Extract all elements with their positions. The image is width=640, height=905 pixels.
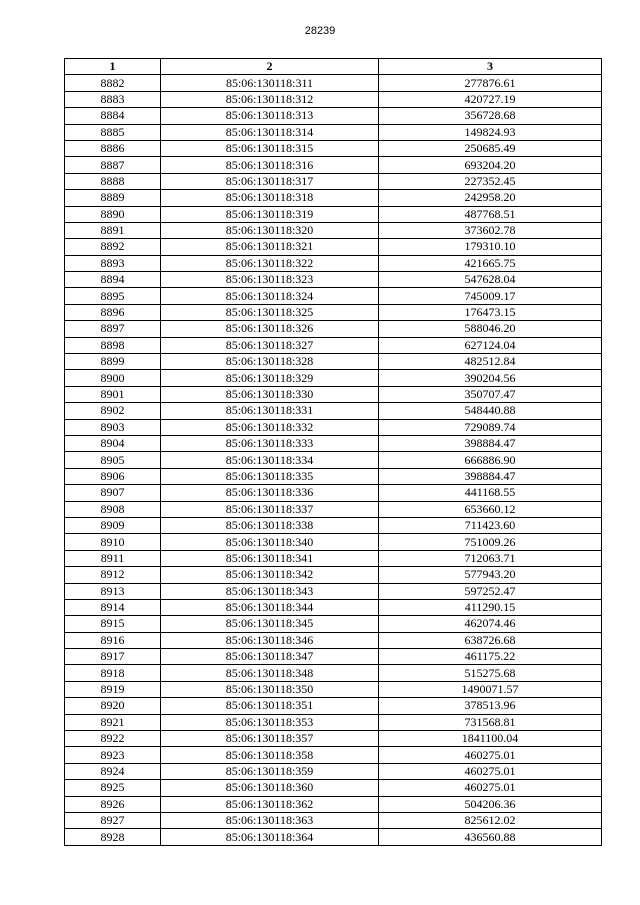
- table-row: [65, 796, 602, 812]
- row-number-cell: 8889: [65, 190, 161, 206]
- table-row: [65, 468, 602, 484]
- value-cell: 482512.84: [379, 354, 602, 370]
- value-cell: 411290.15: [379, 599, 602, 615]
- row-number-cell: 8885: [65, 124, 161, 140]
- cadastral-number-cell: 85:06:130118:346: [161, 632, 379, 648]
- cadastral-number-cell: 85:06:130118:325: [161, 304, 379, 320]
- table-row: [65, 435, 602, 451]
- cadastral-number-cell: 85:06:130118:327: [161, 337, 379, 353]
- cadastral-number-cell: 85:06:130118:326: [161, 321, 379, 337]
- table-row: [65, 206, 602, 222]
- row-number-cell: 8924: [65, 763, 161, 779]
- table-row: [65, 386, 602, 402]
- row-number-cell: 8908: [65, 501, 161, 517]
- value-cell: 460275.01: [379, 763, 602, 779]
- row-number-cell: 8917: [65, 649, 161, 665]
- value-cell: 1841100.04: [379, 731, 602, 747]
- cadastral-number-cell: 85:06:130118:335: [161, 468, 379, 484]
- cadastral-number-cell: 85:06:130118:311: [161, 75, 379, 91]
- table-row: [65, 665, 602, 681]
- table-row: [65, 485, 602, 501]
- cadastral-number-cell: 85:06:130118:343: [161, 583, 379, 599]
- value-cell: 711423.60: [379, 517, 602, 533]
- table-row: [65, 222, 602, 238]
- row-number-cell: 8921: [65, 714, 161, 730]
- row-number-cell: 8886: [65, 140, 161, 156]
- value-cell: 227352.45: [379, 173, 602, 189]
- table-row: [65, 550, 602, 566]
- table-row: [65, 157, 602, 173]
- row-number-cell: 8927: [65, 812, 161, 828]
- value-cell: 548440.88: [379, 403, 602, 419]
- table-row: [65, 354, 602, 370]
- cadastral-number-cell: 85:06:130118:347: [161, 649, 379, 665]
- table-row: [65, 747, 602, 763]
- table-row: [65, 632, 602, 648]
- cadastral-number-cell: 85:06:130118:338: [161, 517, 379, 533]
- table-row: [65, 517, 602, 533]
- row-number-cell: 8925: [65, 780, 161, 796]
- row-number-cell: 8890: [65, 206, 161, 222]
- table-row: [65, 452, 602, 468]
- value-cell: 398884.47: [379, 468, 602, 484]
- table-row: [65, 140, 602, 156]
- cadastral-number-cell: 85:06:130118:318: [161, 190, 379, 206]
- value-cell: 638726.68: [379, 632, 602, 648]
- row-number-cell: 8902: [65, 403, 161, 419]
- cadastral-number-cell: 85:06:130118:341: [161, 550, 379, 566]
- table-row: [65, 403, 602, 419]
- value-cell: 731568.81: [379, 714, 602, 730]
- table-row: [65, 698, 602, 714]
- table-row: [65, 599, 602, 615]
- cadastral-number-cell: 85:06:130118:314: [161, 124, 379, 140]
- cadastral-number-cell: 85:06:130118:362: [161, 796, 379, 812]
- row-number-cell: 8923: [65, 747, 161, 763]
- value-cell: 420727.19: [379, 91, 602, 107]
- cadastral-number-cell: 85:06:130118:329: [161, 370, 379, 386]
- table-header-row: [65, 59, 602, 75]
- value-cell: 504206.36: [379, 796, 602, 812]
- table-row: [65, 239, 602, 255]
- value-cell: 242958.20: [379, 190, 602, 206]
- value-cell: 1490071.57: [379, 681, 602, 697]
- cadastral-number-cell: 85:06:130118:323: [161, 272, 379, 288]
- table-row: [65, 272, 602, 288]
- value-cell: 577943.20: [379, 567, 602, 583]
- row-number-cell: 8895: [65, 288, 161, 304]
- row-number-cell: 8896: [65, 304, 161, 320]
- row-number-cell: 8909: [65, 517, 161, 533]
- row-number-cell: 8922: [65, 731, 161, 747]
- cadastral-number-cell: 85:06:130118:334: [161, 452, 379, 468]
- row-number-cell: 8904: [65, 435, 161, 451]
- table-row: [65, 255, 602, 271]
- cadastral-number-cell: 85:06:130118:328: [161, 354, 379, 370]
- cadastral-number-cell: 85:06:130118:340: [161, 534, 379, 550]
- value-cell: 378513.96: [379, 698, 602, 714]
- value-cell: 176473.15: [379, 304, 602, 320]
- table-row: [65, 534, 602, 550]
- value-cell: 436560.88: [379, 829, 602, 845]
- row-number-cell: 8926: [65, 796, 161, 812]
- cadastral-number-cell: 85:06:130118:337: [161, 501, 379, 517]
- row-number-cell: 8894: [65, 272, 161, 288]
- page-number: 28239: [304, 25, 336, 37]
- column-header-3: 3: [379, 59, 602, 75]
- table-row: [65, 288, 602, 304]
- cadastral-number-cell: 85:06:130118:359: [161, 763, 379, 779]
- cadastral-number-cell: 85:06:130118:363: [161, 812, 379, 828]
- row-number-cell: 8928: [65, 829, 161, 845]
- row-number-cell: 8910: [65, 534, 161, 550]
- row-number-cell: 8915: [65, 616, 161, 632]
- table-row: [65, 124, 602, 140]
- table-row: [65, 419, 602, 435]
- cadastral-number-cell: 85:06:130118:322: [161, 255, 379, 271]
- row-number-cell: 8907: [65, 485, 161, 501]
- cadastral-number-cell: 85:06:130118:332: [161, 419, 379, 435]
- value-cell: 460275.01: [379, 780, 602, 796]
- value-cell: 653660.12: [379, 501, 602, 517]
- value-cell: 597252.47: [379, 583, 602, 599]
- cadastral-number-cell: 85:06:130118:330: [161, 386, 379, 402]
- cadastral-number-cell: 85:06:130118:345: [161, 616, 379, 632]
- table-row: [65, 567, 602, 583]
- cadastral-number-cell: 85:06:130118:324: [161, 288, 379, 304]
- cadastral-number-cell: 85:06:130118:344: [161, 599, 379, 615]
- row-number-cell: 8906: [65, 468, 161, 484]
- table-row: [65, 321, 602, 337]
- cadastral-number-cell: 85:06:130118:317: [161, 173, 379, 189]
- cadastral-number-cell: 85:06:130118:357: [161, 731, 379, 747]
- cadastral-number-cell: 85:06:130118:358: [161, 747, 379, 763]
- table-row: [65, 583, 602, 599]
- value-cell: 277876.61: [379, 75, 602, 91]
- row-number-cell: 8898: [65, 337, 161, 353]
- table-row: [65, 108, 602, 124]
- cadastral-number-cell: 85:06:130118:313: [161, 108, 379, 124]
- row-number-cell: 8901: [65, 386, 161, 402]
- value-cell: 693204.20: [379, 157, 602, 173]
- value-cell: 825612.02: [379, 812, 602, 828]
- value-cell: 441168.55: [379, 485, 602, 501]
- value-cell: 515275.68: [379, 665, 602, 681]
- row-number-cell: 8903: [65, 419, 161, 435]
- value-cell: 751009.26: [379, 534, 602, 550]
- table-row: [65, 812, 602, 828]
- row-number-cell: 8905: [65, 452, 161, 468]
- row-number-cell: 8919: [65, 681, 161, 697]
- table-row: [65, 649, 602, 665]
- row-number-cell: 8887: [65, 157, 161, 173]
- value-cell: 462074.46: [379, 616, 602, 632]
- value-cell: 250685.49: [379, 140, 602, 156]
- table-row: [65, 190, 602, 206]
- value-cell: 588046.20: [379, 321, 602, 337]
- table-row: [65, 616, 602, 632]
- table-row: [65, 501, 602, 517]
- data-table: [64, 58, 602, 846]
- column-header-1: 1: [65, 59, 161, 75]
- cadastral-number-cell: 85:06:130118:336: [161, 485, 379, 501]
- row-number-cell: 8891: [65, 222, 161, 238]
- value-cell: 421665.75: [379, 255, 602, 271]
- value-cell: 627124.04: [379, 337, 602, 353]
- value-cell: 460275.01: [379, 747, 602, 763]
- table-row: [65, 370, 602, 386]
- cadastral-number-cell: 85:06:130118:342: [161, 567, 379, 583]
- cadastral-number-cell: 85:06:130118:321: [161, 239, 379, 255]
- cadastral-number-cell: 85:06:130118:348: [161, 665, 379, 681]
- table-row: [65, 780, 602, 796]
- cadastral-number-cell: 85:06:130118:316: [161, 157, 379, 173]
- value-cell: 547628.04: [379, 272, 602, 288]
- table-row: [65, 173, 602, 189]
- table-row: [65, 829, 602, 845]
- value-cell: 398884.47: [379, 435, 602, 451]
- row-number-cell: 8916: [65, 632, 161, 648]
- row-number-cell: 8900: [65, 370, 161, 386]
- table-row: [65, 731, 602, 747]
- cadastral-number-cell: 85:06:130118:364: [161, 829, 379, 845]
- value-cell: 712063.71: [379, 550, 602, 566]
- value-cell: 350707.47: [379, 386, 602, 402]
- table-body: [65, 75, 602, 845]
- row-number-cell: 8899: [65, 354, 161, 370]
- value-cell: 149824.93: [379, 124, 602, 140]
- table-row: [65, 304, 602, 320]
- value-cell: 729089.74: [379, 419, 602, 435]
- cadastral-number-cell: 85:06:130118:360: [161, 780, 379, 796]
- table-row: [65, 75, 602, 91]
- column-header-2: 2: [161, 59, 379, 75]
- row-number-cell: 8883: [65, 91, 161, 107]
- value-cell: 666886.90: [379, 452, 602, 468]
- row-number-cell: 8888: [65, 173, 161, 189]
- table-row: [65, 681, 602, 697]
- table-row: [65, 714, 602, 730]
- cadastral-number-cell: 85:06:130118:320: [161, 222, 379, 238]
- row-number-cell: 8892: [65, 239, 161, 255]
- value-cell: 745009.17: [379, 288, 602, 304]
- row-number-cell: 8914: [65, 599, 161, 615]
- row-number-cell: 8884: [65, 108, 161, 124]
- cadastral-number-cell: 85:06:130118:319: [161, 206, 379, 222]
- row-number-cell: 8897: [65, 321, 161, 337]
- row-number-cell: 8920: [65, 698, 161, 714]
- cadastral-number-cell: 85:06:130118:315: [161, 140, 379, 156]
- row-number-cell: 8882: [65, 75, 161, 91]
- table-row: [65, 337, 602, 353]
- row-number-cell: 8918: [65, 665, 161, 681]
- value-cell: 373602.78: [379, 222, 602, 238]
- cadastral-number-cell: 85:06:130118:333: [161, 435, 379, 451]
- value-cell: 487768.51: [379, 206, 602, 222]
- table-row: [65, 91, 602, 107]
- cadastral-number-cell: 85:06:130118:312: [161, 91, 379, 107]
- row-number-cell: 8913: [65, 583, 161, 599]
- value-cell: 356728.68: [379, 108, 602, 124]
- value-cell: 390204.56: [379, 370, 602, 386]
- value-cell: 461175.22: [379, 649, 602, 665]
- table-row: [65, 763, 602, 779]
- row-number-cell: 8912: [65, 567, 161, 583]
- cadastral-number-cell: 85:06:130118:331: [161, 403, 379, 419]
- row-number-cell: 8911: [65, 550, 161, 566]
- cadastral-number-cell: 85:06:130118:350: [161, 681, 379, 697]
- cadastral-number-cell: 85:06:130118:351: [161, 698, 379, 714]
- row-number-cell: 8893: [65, 255, 161, 271]
- value-cell: 179310.10: [379, 239, 602, 255]
- cadastral-number-cell: 85:06:130118:353: [161, 714, 379, 730]
